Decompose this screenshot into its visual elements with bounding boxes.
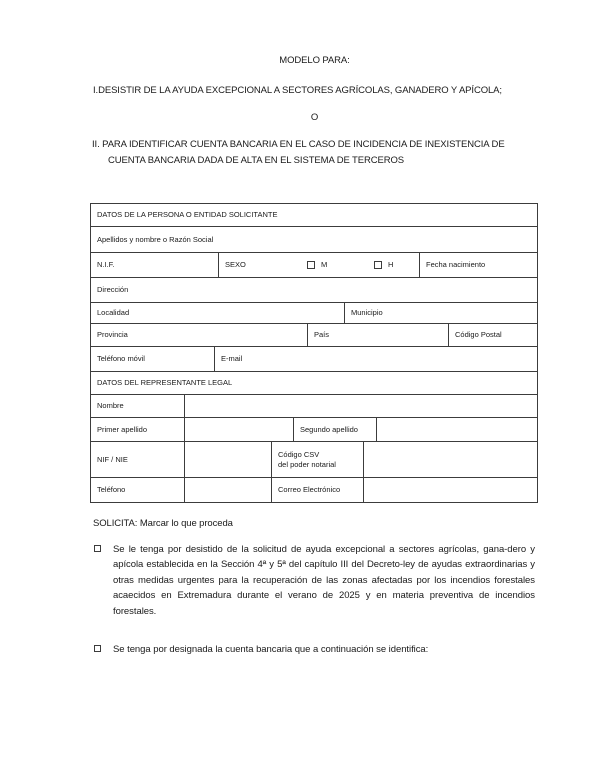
header-option-2-line1: II. PARA IDENTIFICAR CUENTA BANCARIA EN EL CASO DE INCIDENCIA DE INEXISTENCIA DE bbox=[92, 139, 505, 150]
checkbox-icon[interactable] bbox=[307, 261, 315, 269]
label-primer-apellido: Primer apellido bbox=[97, 424, 148, 434]
label-sexo-h: H bbox=[388, 260, 394, 269]
checkbox-option-cuenta-bancaria[interactable] bbox=[94, 645, 101, 652]
table-row bbox=[91, 477, 537, 502]
label-nif-nie: NIF / NIE bbox=[97, 454, 128, 464]
table-row bbox=[91, 323, 537, 346]
label-cell-nombre bbox=[91, 395, 184, 417]
header-or-separator: O bbox=[310, 112, 319, 123]
label-sexo-m: M bbox=[321, 260, 328, 269]
field-fecha-nacimiento[interactable] bbox=[419, 253, 537, 277]
input-correo-electronico[interactable] bbox=[363, 478, 537, 502]
field-direccion[interactable] bbox=[91, 278, 537, 302]
field-nif[interactable] bbox=[91, 253, 218, 277]
label-cell-codigo-csv bbox=[271, 442, 363, 477]
label-cell-correo-electronico bbox=[271, 478, 363, 502]
label-direccion: Dirección bbox=[97, 285, 129, 294]
label-sexo: SEXO bbox=[225, 260, 246, 269]
option-desistir-text: Se le tenga por desistido de la solicitud de ayuda excepcional a sectores agrícolas, gana-dero y apícola establecida en la Sección 4ª y 5ª del capítulo III del Decreto-ley de ayudas extraordinarias y otras medidas urgentes para la recuperación de las zonas afectadas por los incendios forestales acaecidos en Extremadura durante el verano de 2025 y en materia preventiva de incendios forestales. bbox=[113, 544, 535, 617]
field-pais[interactable] bbox=[307, 324, 448, 346]
field-telefono-movil[interactable] bbox=[91, 347, 214, 371]
solicita-heading: SOLICITA: Marcar lo que proceda bbox=[93, 518, 233, 529]
representative-section-header bbox=[91, 372, 537, 394]
label-cell-segundo-apellido bbox=[293, 418, 376, 441]
label-correo-electronico: Correo Electrónico bbox=[278, 485, 341, 494]
solicita-option-desistir bbox=[94, 542, 537, 619]
applicant-section-title: DATOS DE LA PERSONA O ENTIDAD SOLICITANTE bbox=[97, 210, 278, 219]
label-cell-telefono bbox=[91, 478, 184, 502]
table-row bbox=[91, 204, 537, 226]
label-codigo-csv-line1: Código CSV bbox=[278, 449, 320, 459]
label-municipio: Municipio bbox=[351, 308, 383, 317]
label-segundo-apellido: Segundo apellido bbox=[300, 424, 358, 434]
label-localidad: Localidad bbox=[97, 308, 130, 317]
field-apellidos-nombre[interactable] bbox=[91, 227, 537, 252]
document-title: MODELO PARA: bbox=[279, 55, 350, 66]
label-apellidos-nombre: Apellidos y nombre o Razón Social bbox=[97, 234, 214, 244]
label-email: E-mail bbox=[221, 354, 243, 363]
label-cell-nif-nie bbox=[91, 442, 184, 477]
input-primer-apellido[interactable] bbox=[184, 418, 293, 441]
label-codigo-csv-line2: del poder notarial bbox=[278, 459, 336, 469]
label-telefono-movil: Teléfono móvil bbox=[97, 354, 145, 363]
input-segundo-apellido[interactable] bbox=[376, 418, 537, 441]
field-sexo bbox=[218, 253, 419, 277]
field-provincia[interactable] bbox=[91, 324, 307, 346]
field-localidad[interactable] bbox=[91, 303, 344, 323]
table-row bbox=[91, 302, 537, 323]
checkbox-sexo-h[interactable] bbox=[374, 253, 393, 277]
label-cell-primer-apellido bbox=[91, 418, 184, 441]
header-option-2-line2: CUENTA BANCARIA DADA DE ALTA EN EL SISTEMA DE TERCEROS bbox=[108, 155, 405, 166]
label-nombre: Nombre bbox=[97, 401, 124, 410]
table-row bbox=[91, 277, 537, 302]
representative-section-title: DATOS DEL REPRESENTANTE LEGAL bbox=[97, 378, 233, 387]
checkbox-sexo-m[interactable] bbox=[307, 253, 327, 277]
label-provincia: Provincia bbox=[97, 330, 128, 339]
table-row bbox=[91, 417, 537, 441]
table-row bbox=[91, 252, 537, 277]
field-email[interactable] bbox=[214, 347, 537, 371]
checkbox-icon[interactable] bbox=[374, 261, 382, 269]
label-telefono: Teléfono bbox=[97, 485, 126, 494]
solicita-option-cuenta-bancaria bbox=[94, 642, 537, 657]
table-row bbox=[91, 346, 537, 371]
table-row bbox=[91, 394, 537, 417]
table-row bbox=[91, 441, 537, 477]
input-telefono[interactable] bbox=[184, 478, 271, 502]
applicant-data-table bbox=[90, 203, 538, 503]
input-codigo-csv[interactable] bbox=[363, 442, 537, 477]
field-codigo-postal[interactable] bbox=[448, 324, 537, 346]
applicant-section-header bbox=[91, 204, 537, 226]
header-option-1: I.DESISTIR DE LA AYUDA EXCEPCIONAL A SECTORES AGRÍCOLAS, GANADERO Y APÍCOLA; bbox=[93, 85, 502, 96]
table-row bbox=[91, 371, 537, 394]
table-row bbox=[91, 226, 537, 252]
label-pais: País bbox=[314, 330, 330, 339]
input-nif-nie[interactable] bbox=[184, 442, 271, 477]
label-nif: N.I.F. bbox=[97, 260, 115, 269]
input-nombre[interactable] bbox=[184, 395, 537, 417]
label-codigo-postal: Código Postal bbox=[455, 330, 502, 339]
option-cuenta-bancaria-text: Se tenga por designada la cuenta bancaria que a continuación se identifica: bbox=[113, 644, 429, 655]
field-municipio[interactable] bbox=[344, 303, 537, 323]
checkbox-option-desistir[interactable] bbox=[94, 545, 101, 552]
label-fecha-nacimiento: Fecha nacimiento bbox=[426, 260, 486, 269]
